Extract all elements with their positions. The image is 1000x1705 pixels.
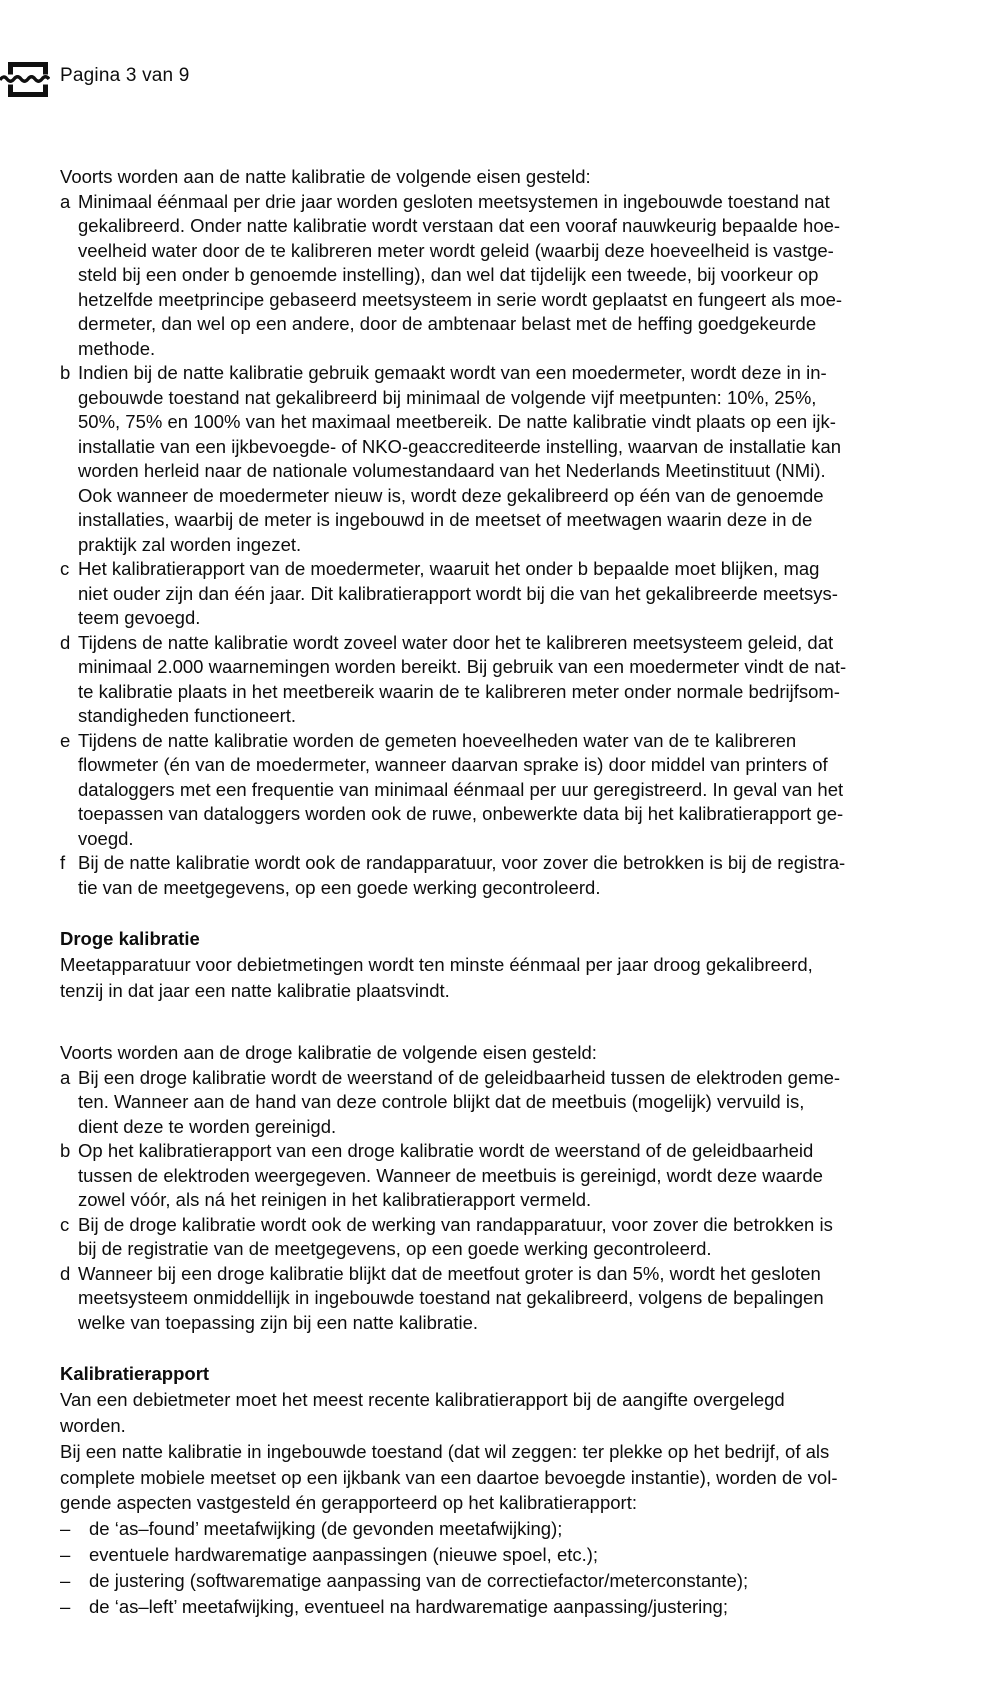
text-line: dataloggers met een frequentie van minimaal éénmaal per uur geregistreerd. In geval van het <box>78 778 844 800</box>
paragraph <box>60 165 940 190</box>
text-line: flowmeter (én van de moedermeter, wanneer daarvan sprake is) door middel van printers of <box>78 754 828 775</box>
text-line: 50%, 75% en 100% van het maximaal meetbereik. De natte kalibratie vindt plaats op een ijk- <box>78 411 836 432</box>
dash-marker: – <box>60 1569 71 1591</box>
text-line: Bij een droge kalibratie wordt de weerstand of de geleidbaarheid tussen de elektroden geme- <box>78 1066 841 1088</box>
text-line: Bij de droge kalibratie wordt ook de werking van randapparatuur, voor zover die betrokken is <box>78 1213 833 1235</box>
paragraph <box>60 952 940 1004</box>
text-line: installaties, waarbij de meter is ingebouwd in de meetset of meetwagen waarin deze in de <box>78 509 813 530</box>
text-line: dermeter, dan wel op een andere, door de ambtenaar belast met de heffing goedgekeurde <box>78 313 817 334</box>
text-line: Het kalibratierapport van de moedermeter, waaruit het onder b bepaalde moet blijken, mag <box>78 558 820 579</box>
list-item <box>60 1139 940 1213</box>
list-item <box>60 190 940 362</box>
text-line: Tijdens de natte kalibratie worden de gemeten hoeveelheden water van de te kalibreren <box>78 729 797 751</box>
letter-list <box>60 1066 940 1336</box>
text-line: gebouwde toestand nat gekalibreerd bij minimaal de volgende vijf meetpunten: 10%, 25%, <box>78 386 817 408</box>
item-label: d <box>60 1262 71 1284</box>
text-line: Tijdens de natte kalibratie wordt zoveel water door het te kalibreren meetsysteem geleid, dat <box>78 631 834 653</box>
text-line: worden. <box>60 1414 126 1436</box>
list-item <box>60 1542 940 1568</box>
item-lines <box>78 557 940 631</box>
list-item <box>60 361 940 557</box>
item-lines <box>78 851 940 900</box>
dash-list <box>60 1516 940 1619</box>
text-line: de justering (softwarematige aanpassing van de correctiefactor/meterconstante); <box>89 1569 749 1591</box>
list-item <box>60 1262 940 1336</box>
item-lines <box>78 190 940 362</box>
item-lines <box>78 361 940 557</box>
list-item <box>60 1594 940 1620</box>
text-line: voegd. <box>78 827 134 849</box>
item-label: b <box>60 1140 71 1162</box>
text-line: zowel vóór, als ná het reinigen in het kalibratierapport vermeld. <box>78 1189 592 1211</box>
text-line: steld bij een onder b genoemde instelling), dan wel dat tijdelijk een tweede, bij voorkeur op <box>78 264 819 285</box>
text-line: niet ouder zijn dan één jaar. Dit kalibratierapport wordt bij die van het gekalibreerde meetsys- <box>78 582 838 604</box>
item-label: b <box>60 362 71 383</box>
text-line: Op het kalibratierapport van een droge kalibratie wordt de weerstand of de geleidbaarheid <box>78 1140 814 1162</box>
text-line: Ook wanneer de moedermeter nieuw is, wordt deze gekalibreerd op één van de genoemde <box>78 484 824 506</box>
text-line: Bij de natte kalibratie wordt ook de randapparatuur, voor zover die betrokken is bij de registra- <box>78 852 846 873</box>
item-label: c <box>60 1213 70 1235</box>
list-item <box>60 631 940 729</box>
text-line: Van een debietmeter moet het meest recente kalibratierapport bij de aangifte overgelegd <box>60 1389 785 1411</box>
paragraph <box>60 1387 940 1516</box>
text-line: installatie van een ijkbevoegde- of NKO-geaccrediteerde instelling, waarvan de installatie kan <box>78 435 842 457</box>
item-lines <box>89 1594 940 1620</box>
item-label: a <box>60 190 71 212</box>
text-line: praktijk zal worden ingezet. <box>78 533 302 555</box>
text-line: te kalibratie plaats in het meetbereik waarin de te kalibreren meter onder normale bedrijfsom- <box>78 680 840 702</box>
item-lines <box>78 1139 940 1213</box>
list-item <box>60 1568 940 1594</box>
page-number-label: Pagina 3 van 9 <box>60 65 190 86</box>
text-line: methode. <box>78 337 156 359</box>
paragraph <box>60 1041 940 1066</box>
item-label: e <box>60 729 71 751</box>
item-label: a <box>60 1066 71 1088</box>
text-line: Minimaal éénmaal per drie jaar worden gesloten meetsystemen in ingebouwde toestand nat <box>78 190 830 212</box>
text-line: eventuele hardwarematige aanpassingen (nieuwe spoel, etc.); <box>89 1543 599 1565</box>
wave-logo-icon <box>0 60 50 100</box>
text-line: veelheid water door de te kalibreren meter wordt geleid (waarbij deze hoeveelheid is vastge- <box>78 239 834 261</box>
item-lines <box>78 1213 940 1262</box>
item-lines <box>89 1568 940 1594</box>
text-line: tussen de elektroden weergegeven. Wanneer de meetbuis is gereinigd, wordt deze waarde <box>78 1164 823 1186</box>
text-line: de ‘as–found’ meetafwijking (de gevonden meetafwijking); <box>89 1518 563 1540</box>
text-line: Indien bij de natte kalibratie gebruik gemaakt wordt van een moedermeter, wordt deze in in- <box>78 362 827 383</box>
text-line: complete mobiele meetset op een ijkbank van een daartoe bevoegde instantie), worden de vol- <box>60 1466 838 1488</box>
text-line: meetsysteem onmiddellijk in ingebouwde toestand nat gekalibreerd, volgens de bepalingen <box>78 1287 824 1309</box>
list-item <box>60 1516 940 1542</box>
text-line: ten. Wanneer aan de hand van deze controle blijkt dat de meetbuis (mogelijk) vervuild is, <box>78 1091 805 1113</box>
text-line: tie van de meetgegevens, op een goede werking gecontroleerd. <box>78 876 601 898</box>
text-line: welke van toepassing zijn bij een natte kalibratie. <box>78 1311 479 1333</box>
text-line: tenzij in dat jaar een natte kalibratie plaatsvindt. <box>60 979 450 1001</box>
text-line: gende aspecten vastgesteld én gerapporteerd op het kalibratierapport: <box>60 1492 637 1514</box>
item-lines <box>89 1516 940 1542</box>
letter-list <box>60 190 940 901</box>
list-item <box>60 851 940 900</box>
text-line: worden herleid naar de nationale volumestandaard van het Nederlands Meetinstituut (NMi). <box>78 460 826 481</box>
item-label: d <box>60 631 71 653</box>
text-line: de ‘as–left’ meetafwijking, eventueel na hardwarematige aanpassing/justering; <box>89 1595 728 1617</box>
text-line: dient deze te worden gereinigd. <box>78 1115 337 1137</box>
item-label: c <box>60 558 70 579</box>
text-line: bij de registratie van de meetgegevens, op een goede werking gecontroleerd. <box>78 1238 712 1260</box>
item-lines <box>78 729 940 852</box>
dash-marker: – <box>60 1595 71 1617</box>
list-item <box>60 729 940 852</box>
text-line: Voorts worden aan de droge kalibratie de volgende eisen gesteld: <box>60 1042 597 1064</box>
list-item <box>60 1213 940 1262</box>
section-heading: Kalibratierapport <box>60 1363 210 1385</box>
item-lines <box>89 1542 940 1568</box>
list-item <box>60 1066 940 1140</box>
text-line: standigheden functioneert. <box>78 705 297 726</box>
text-line: toepassen van dataloggers worden ook de ruwe, onbewerkte data bij het kalibratierapport ge- <box>78 803 844 824</box>
text-line: teem gevoegd. <box>78 607 201 628</box>
item-lines <box>78 631 940 729</box>
text-line: hetzelfde meetprincipe gebaseerd meetsysteem in serie wordt geplaatst en fungeert als moe- <box>78 288 843 310</box>
dash-marker: – <box>60 1543 71 1565</box>
text-line: Voorts worden aan de natte kalibratie de volgende eisen gesteld: <box>60 166 591 187</box>
text-line: minimaal 2.000 waarnemingen worden bereikt. Bij gebruik van een moedermeter vindt de nat- <box>78 656 847 677</box>
item-lines <box>78 1066 940 1140</box>
list-item <box>60 557 940 631</box>
dash-marker: – <box>60 1518 71 1540</box>
text-line: Wanneer bij een droge kalibratie blijkt dat de meetfout groter is dan 5%, wordt het gesloten <box>78 1262 821 1284</box>
page-header <box>0 60 190 100</box>
section-heading: Droge kalibratie <box>60 928 200 949</box>
text-line: gekalibreerd. Onder natte kalibratie wordt verstaan dat een vooraf nauwkeurig bepaalde hoe- <box>78 215 841 236</box>
text-line: Meetapparatuur voor debietmetingen wordt ten minste éénmaal per jaar droog gekalibreerd, <box>60 953 813 975</box>
item-lines <box>78 1262 940 1336</box>
text-line: Bij een natte kalibratie in ingebouwde toestand (dat wil zeggen: ter plekke op het bedrijf, of als <box>60 1440 830 1462</box>
item-label: f <box>60 852 66 873</box>
